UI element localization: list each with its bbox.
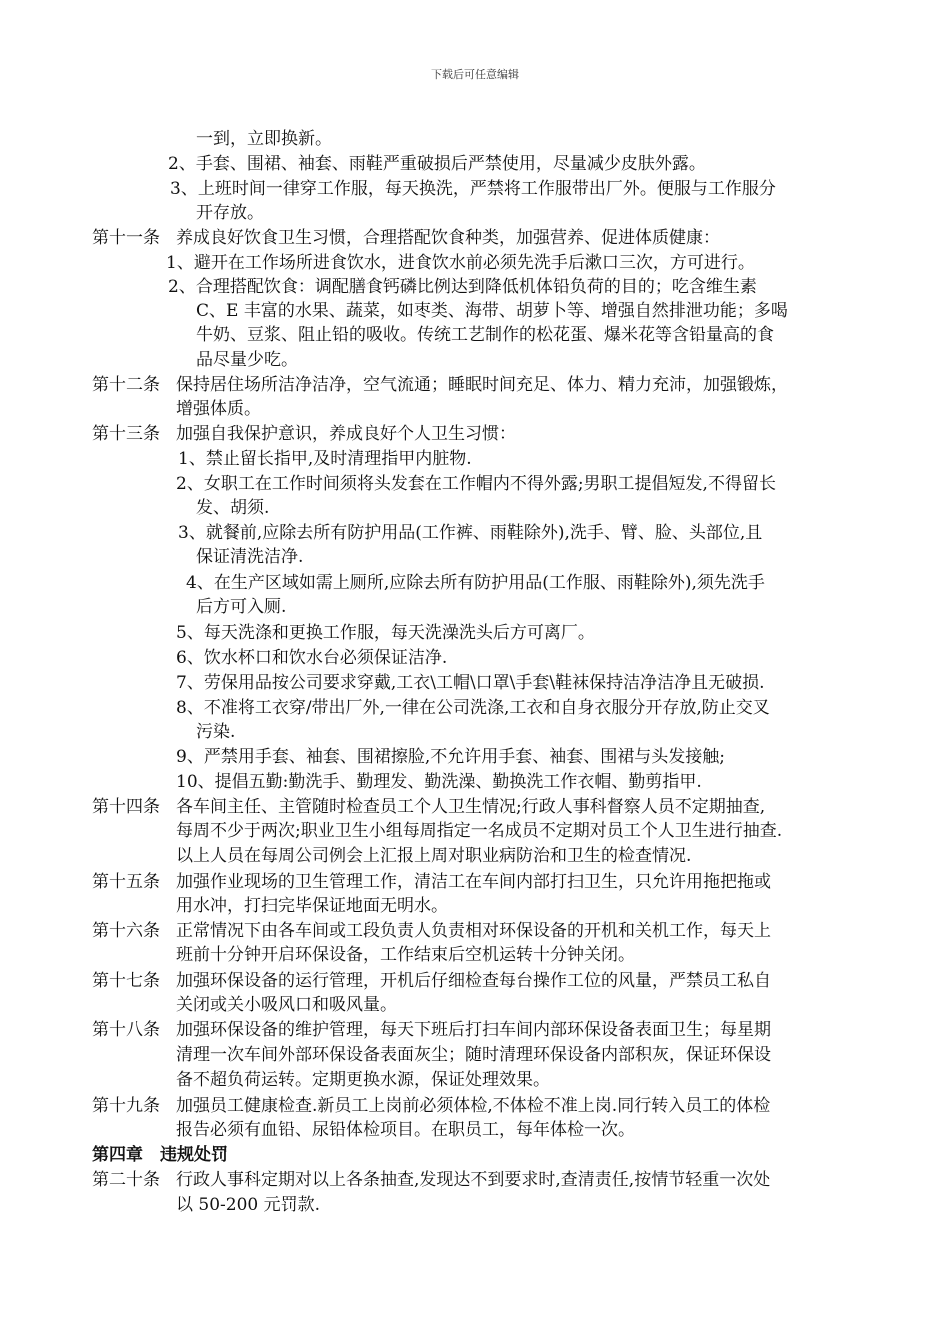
- article-label: 第十七条: [92, 971, 160, 991]
- chapter-heading: 第四章 违规处罚: [92, 1145, 228, 1165]
- text-line: 开存放。: [196, 203, 264, 223]
- text-line: 5、每天洗涤和更换工作服，每天洗澡洗头后方可离厂。: [176, 623, 595, 643]
- text-line: 报告必须有血铅、尿铅体检项目。在职员工，每年体检一次。: [176, 1120, 635, 1140]
- text-line: 2、手套、围裙、袖套、雨鞋严重破损后严禁使用，尽量减少皮肤外露。: [168, 154, 706, 174]
- text-line: 正常情况下由各车间或工段负责人负责相对环保设备的开机和关机工作，每天上: [176, 921, 771, 941]
- text-line: 加强自我保护意识，养成良好个人卫生习惯：: [176, 424, 516, 444]
- text-line: 用水冲，打扫完毕保证地面无明水。: [176, 896, 448, 916]
- text-line: C、E 丰富的水果、蔬菜，如枣类、海带、胡萝卜等、增强自然排泄功能；多喝: [196, 301, 788, 321]
- text-line: 增强体质。: [176, 399, 261, 419]
- article-label: 第十八条: [92, 1020, 160, 1040]
- article-label: 第十三条: [92, 424, 160, 444]
- text-line: 牛奶、豆浆、阻止铅的吸收。传统工艺制作的松花蛋、爆米花等含铅量高的食: [196, 325, 774, 345]
- text-line: 1、避开在工作场所进食饮水，进食饮水前必须先洗手后漱口三次，方可进行。: [166, 253, 755, 273]
- text-line: 班前十分钟开启环保设备，工作结束后空机运转十分钟关闭。: [176, 945, 635, 965]
- text-line: 每周不少于两次;职业卫生小组每周指定一名成员不定期对员工个人卫生进行抽查.: [176, 821, 783, 841]
- text-line: 8、不准将工衣穿/带出厂外,一律在公司洗涤,工衣和自身衣服分开存放,防止交叉: [176, 698, 770, 718]
- text-line: 关闭或关小吸风口和吸风量。: [176, 995, 397, 1015]
- text-line: 3、就餐前,应除去所有防护用品(工作裤、雨鞋除外),洗手、臂、脸、头部位,且: [178, 523, 763, 543]
- text-line: 各车间主任、主管随时检查员工个人卫生情况;行政人事科督察人员不定期抽查,: [176, 797, 766, 817]
- article-label: 第十四条: [92, 797, 160, 817]
- text-line: 保持居住场所洁净洁净，空气流通；睡眠时间充足、体力、精力充沛，加强锻炼，: [176, 375, 788, 395]
- text-line: 4、在生产区域如需上厕所,应除去所有防护用品(工作服、雨鞋除外),须先洗手: [186, 573, 765, 593]
- text-line: 养成良好饮食卫生习惯，合理搭配饮食种类，加强营养、促进体质健康：: [176, 228, 720, 248]
- text-line: 加强环保设备的维护管理，每天下班后打扫车间内部环保设备表面卫生；每星期: [176, 1020, 771, 1040]
- text-line: 以上人员在每周公司例会上汇报上周对职业病防治和卫生的检查情况.: [176, 846, 692, 866]
- text-line: 2、女职工在工作时间须将头发套在工作帽内不得外露;男职工提倡短发,不得留长: [176, 474, 776, 494]
- text-line: 品尽量少吃。: [196, 350, 298, 370]
- text-line: 9、严禁用手套、袖套、围裙擦脸,不允许用手套、袖套、围裙与头发接触;: [176, 747, 725, 767]
- text-line: 3、上班时间一律穿工作服，每天换洗，严禁将工作服带出厂外。便服与工作服分: [170, 179, 776, 199]
- article-label: 第十六条: [92, 921, 160, 941]
- text-line: 污染.: [196, 722, 236, 742]
- text-line: 7、劳保用品按公司要求穿戴,工衣\工帽\口罩\手套\鞋袜保持洁净洁净且无破损.: [176, 673, 765, 693]
- text-line: 加强作业现场的卫生管理工作，清洁工在车间内部打扫卫生，只允许用拖把拖或: [176, 872, 771, 892]
- text-line: 备不超负荷运转。定期更换水源，保证处理效果。: [176, 1070, 550, 1090]
- text-line: 6、饮水杯口和饮水台必须保证洁净.: [176, 648, 448, 668]
- article-label: 第十一条: [92, 228, 160, 248]
- text-line: 发、胡须.: [196, 498, 270, 518]
- text-line: 后方可入厕.: [196, 597, 287, 617]
- text-line: 清理一次车间外部环保设备表面灰尘；随时清理环保设备内部积灰，保证环保设: [176, 1045, 771, 1065]
- page-header: 下载后可任意编辑: [431, 68, 519, 81]
- article-label: 第二十条: [92, 1170, 160, 1190]
- article-label: 第十二条: [92, 375, 160, 395]
- text-line: 加强员工健康检查.新员工上岗前必须体检,不体检不准上岗.同行转入员工的体检: [176, 1096, 771, 1116]
- text-line: 1、禁止留长指甲,及时清理指甲内脏物.: [178, 449, 472, 469]
- text-line: 2、合理搭配饮食：调配膳食钙磷比例达到降低机体铅负荷的目的；吃含维生素: [168, 277, 757, 297]
- text-line: 一到，立即换新。: [196, 129, 332, 149]
- text-line: 以 50-200 元罚款.: [176, 1195, 321, 1215]
- text-line: 行政人事科定期对以上各条抽查,发现达不到要求时,查清责任,按情节轻重一次处: [176, 1170, 771, 1190]
- text-line: 保证清洗洁净.: [196, 547, 304, 567]
- article-label: 第十九条: [92, 1096, 160, 1116]
- article-label: 第十五条: [92, 872, 160, 892]
- text-line: 加强环保设备的运行管理，开机后仔细检查每台操作工位的风量，严禁员工私自: [176, 971, 771, 991]
- text-line: 10、提倡五勤:勤洗手、勤理发、勤洗澡、勤换洗工作衣帽、勤剪指甲.: [176, 772, 702, 792]
